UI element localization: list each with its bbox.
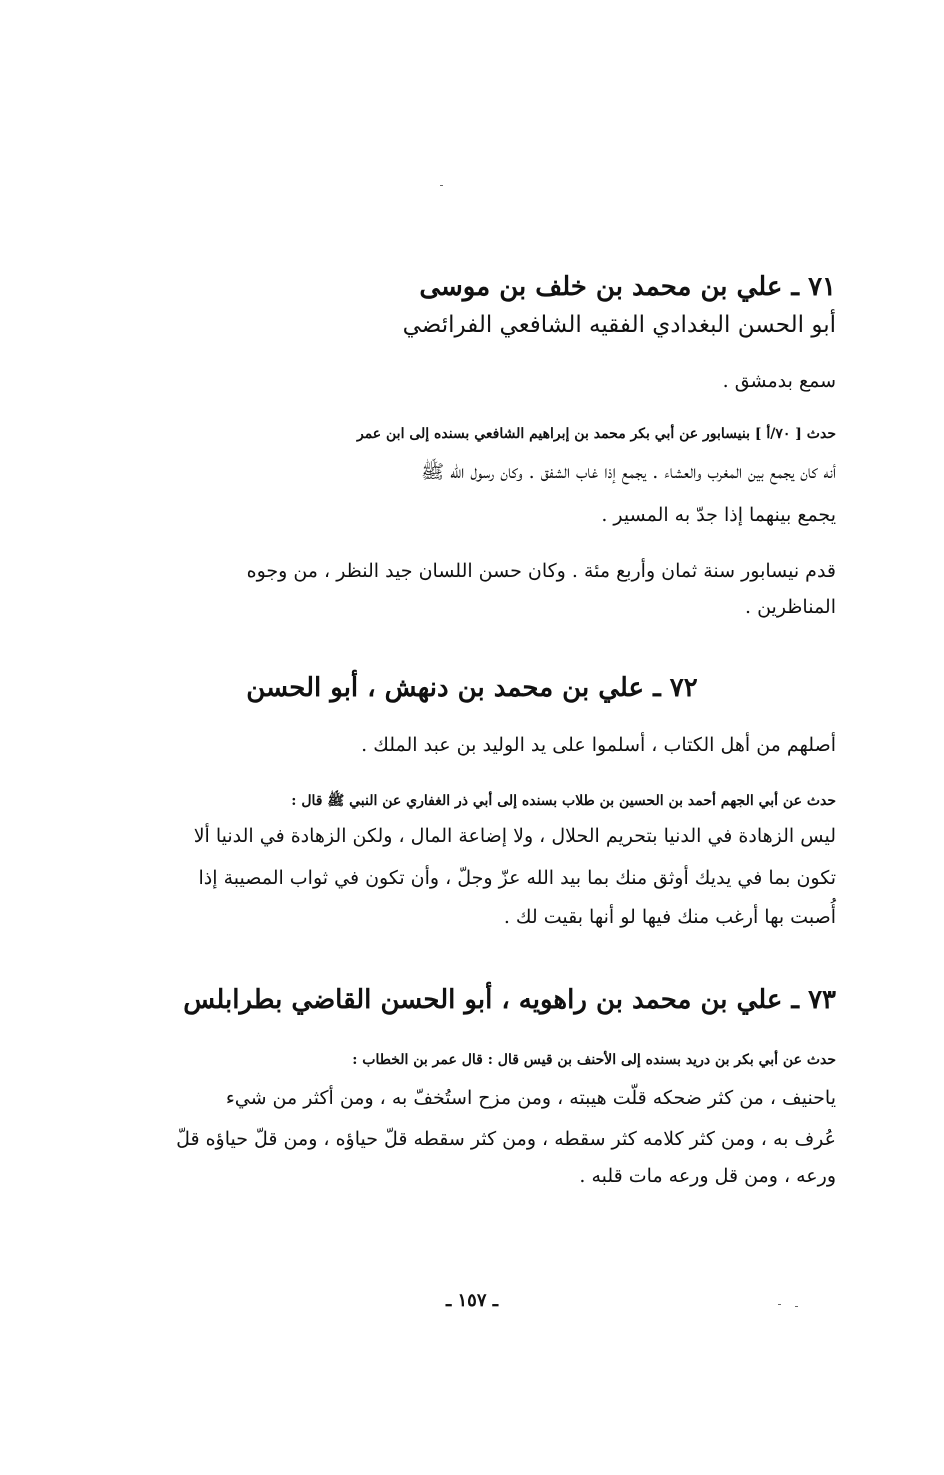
entry-73-isnad: حدث عن أبي بكر بن دريد بسنده إلى الأحنف بن قيس قال : قال عمر بن الخطاب : (352, 1052, 836, 1068)
entry-73-text-line: عُرف به ، ومن كثر كلامه كثر سقطه ، ومن كثر سقطه قلّ حياؤه ، ومن قلّ حياؤه قلّ (176, 1128, 836, 1150)
entry-73-text-line: ورعه ، ومن قل ورعه مات قلبه . (579, 1165, 836, 1187)
entry-71-title: ٧١ ـ علي بن محمد بن خلف بن موسى (419, 272, 836, 302)
speck-mark (440, 185, 443, 186)
entry-72-note: أصلهم من أهل الكتاب ، أسلموا على يد الوليد بن عبد الملك . (361, 734, 836, 756)
speck-mark (778, 1304, 781, 1305)
entry-71-bio-line: المناظرين . (744, 596, 836, 618)
entry-71-text-line: أنه كان يجمع بين المغرب والعشاء . يجمع إذا غاب الشفق . وكان رسول الله ﷺ (421, 461, 836, 483)
entry-73-text-line: ياحنيف ، من كثر ضحكه قلّت هيبته ، ومن مزح استُخفّ به ، ومن أكثر من شيء (225, 1087, 836, 1109)
entry-72-isnad: حدث عن أبي الجهم أحمد بن الحسين بن طلاب بسنده إلى أبي ذر الغفاري عن النبي ﷺ قال : (291, 793, 836, 809)
entry-72-text-line: تكون بما في يديك أوثق منك بما بيد الله عزّ وجلّ ، وأن تكون في ثواب المصيبة إذا (198, 867, 836, 889)
entry-72-title: ٧٢ ـ علي بن محمد بن دنهش ، أبو الحسن (246, 673, 698, 703)
entry-72-text-line: أُصبت بها أرغب منك فيها لو أنها بقيت لك . (503, 906, 836, 928)
entry-73-title: ٧٣ ـ علي بن محمد بن راهويه ، أبو الحسن القاضي بطرابلس (183, 985, 836, 1015)
entry-71-bio-line: قدم نيسابور سنة ثمان وأربع مئة . وكان حسن اللسان جيد النظر ، من وجوه (246, 560, 836, 582)
entry-71-isnad: حدث [ ٧٠/أ ] بنيسابور عن أبي بكر محمد بن إبراهيم الشافعي بسنده إلى ابن عمر (356, 426, 836, 442)
entry-72-text-line: ليس الزهادة في الدنيا بتحريم الحلال ، ولا إضاعة المال ، ولكن الزهادة في الدنيا ألا (193, 825, 836, 847)
speck-mark (795, 1306, 798, 1307)
entry-71-subtitle: أبو الحسن البغدادي الفقيه الشافعي الفرائضي (402, 312, 836, 338)
page-number: ـ ١٥٧ ـ (445, 1290, 499, 1311)
entry-71-text-line: يجمع بينهما إذا جدّ به المسير . (601, 504, 836, 526)
entry-71-note: سمع بدمشق . (722, 370, 836, 392)
